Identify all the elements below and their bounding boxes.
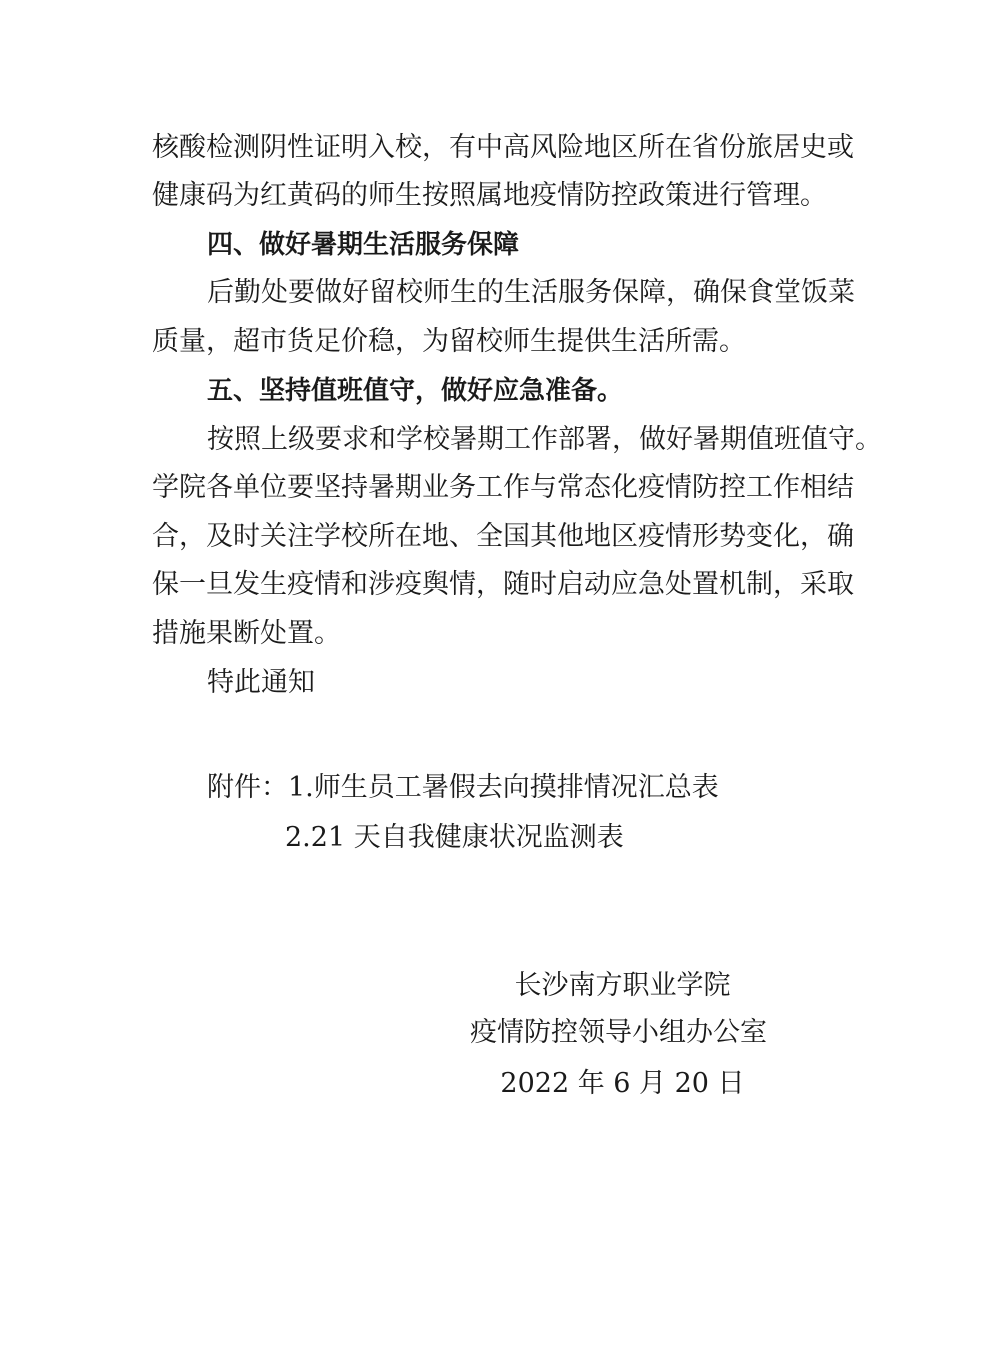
closing-text: 特此通知: [207, 667, 315, 698]
section-5-paragraph-line-3: 合，及时关注学校所在地、全国其他地区疫情形势变化，确: [152, 521, 854, 552]
intro-line-1: 核酸检测阴性证明入校，有中高风险地区所在省份旅居史或: [152, 132, 854, 163]
section-5-paragraph-line-4: 保一旦发生疫情和涉疫舆情，随时启动应急处置机制，采取: [152, 569, 854, 600]
section-5-heading: 五、坚持值班值守，做好应急准备。: [207, 376, 624, 406]
section-4-paragraph-line-2: 质量，超市货足价稳，为留校师生提供生活所需。: [152, 326, 746, 357]
section-5-paragraph-line-2: 学院各单位要坚持暑期业务工作与常态化疫情防控工作相结: [152, 472, 854, 503]
section-4-paragraph-line-1: 后勤处要做好留校师生的生活服务保障，确保食堂饭菜: [207, 277, 855, 308]
signature-date: 2022 年 6 月 20 日: [500, 1068, 745, 1099]
signature-office: 疫情防控领导小组办公室: [470, 1017, 767, 1048]
attachment-item-2: 2.21 天自我健康状况监测表: [285, 822, 624, 853]
intro-line-2: 健康码为红黄码的师生按照属地疫情防控政策进行管理。: [152, 180, 827, 211]
section-4-heading: 四、做好暑期生活服务保障: [207, 230, 520, 260]
section-5-paragraph-line-1: 按照上级要求和学校暑期工作部署，做好暑期值班值守。: [207, 424, 882, 455]
attachment-item-1: 附件：1.师生员工暑假去向摸排情况汇总表: [207, 772, 719, 803]
signature-organization: 长沙南方职业学院: [514, 970, 731, 1001]
section-5-paragraph-line-5: 措施果断处置。: [152, 618, 341, 649]
